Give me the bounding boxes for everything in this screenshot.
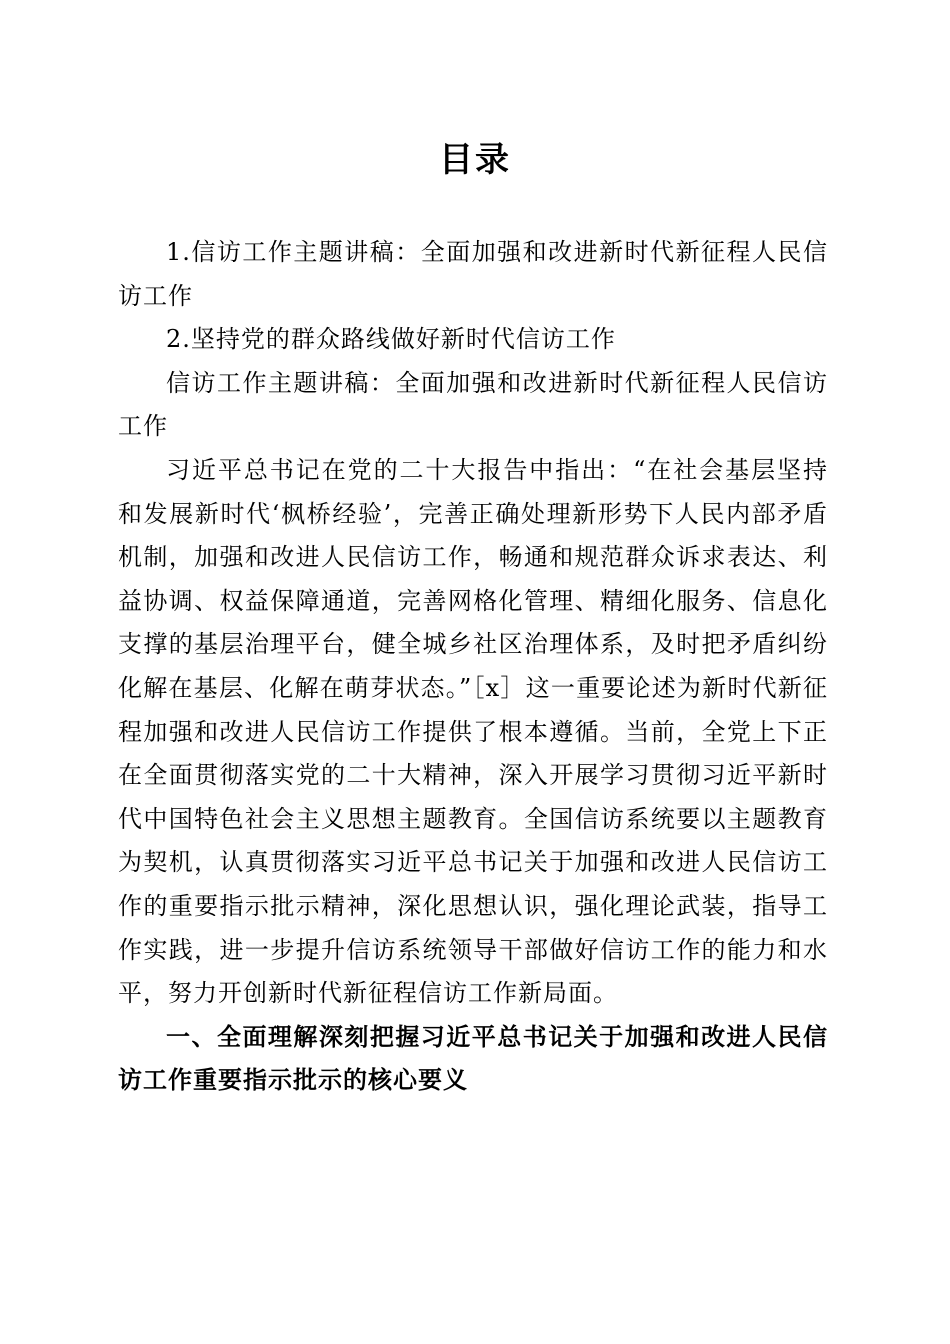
body-paragraph: 习近平总书记在党的二十大报告中指出：“在社会基层坚持和发展新时代‘枫桥经验’，完善正确处理新形势下人民内部矛盾机制，加强和改进人民信访工作，畅通和规范群众诉求表达、利益协调、权益保障通道，完善网格化管理、精细化服务、信息化支撑的基层治理平台，健全城乡社区治理体系，及时把矛盾纠纷化解在基层、化解在萌芽状态。”［x］这一重要论述为新时代新征程加强和改进人民信访工作提供了根本遵循。当前，全党上下正在全面贯彻落实党的二十大精神，深入开展学习贯彻习近平新时代中国特色社会主义思想主题教育。全国信访系统要以主题教育为契机，认真贯彻落实习近平总书记关于加强和改进人民信访工作的重要指示批示精神，深化思想认识，强化理论武装，指导工作实践，进一步提升信访系统领导干部做好信访工作的能力和水平，努力开创新时代新征程信访工作新局面。 (118, 455, 828, 1008)
article-title: 信访工作主题讲稿：全面加强和改进新时代新征程人民信访工作 (118, 368, 828, 441)
page-title: 目录 (439, 140, 511, 180)
toc-item-1: 1.信访工作主题讲稿：全面加强和改进新时代新征程人民信访工作 (118, 238, 828, 310)
document-body (118, 231, 828, 1103)
section-heading: 一、全面理解深刻把握习近平总书记关于加强和改进人民信访工作重要指示批示的核心要义 (118, 1022, 828, 1095)
toc-item-2: 2.坚持党的群众路线做好新时代信访工作 (166, 325, 616, 354)
